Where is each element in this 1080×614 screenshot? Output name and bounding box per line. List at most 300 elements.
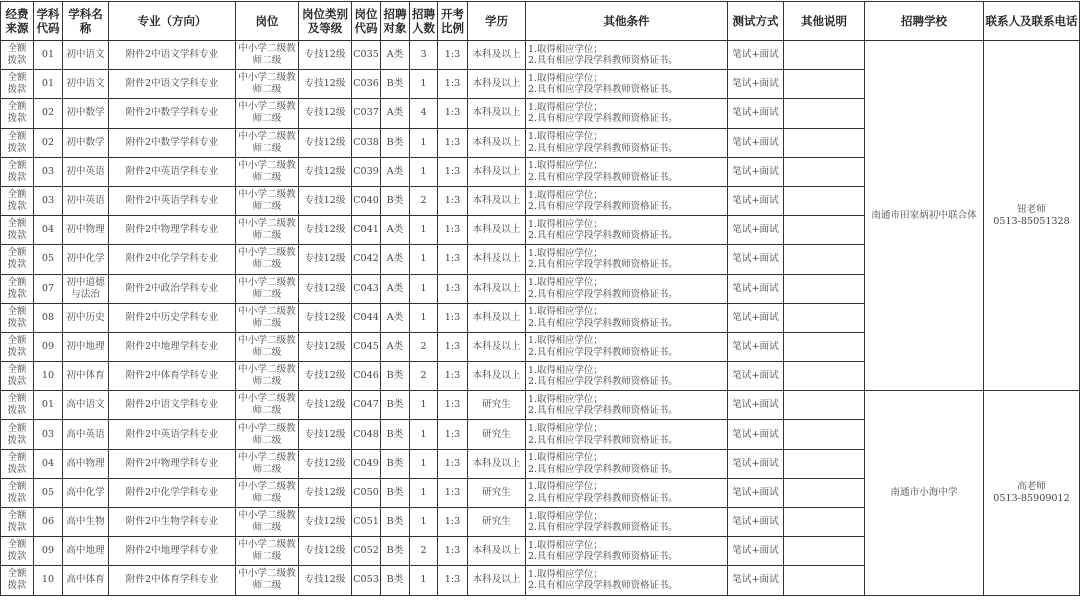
subject-name-cell [63,537,109,566]
other-conditions-cell-text: 2.具有相应学段学科教师资格证书。 [528,84,678,96]
major-cell [109,157,236,186]
education-cell [468,186,526,215]
funding-source-cell [1,216,34,245]
major-cell [109,537,236,566]
test-method-cell-text: 笔试+面试 [732,224,779,236]
major-cell [109,216,236,245]
header-label-line1: 联系人及联系电话 [985,14,1078,28]
other-conditions-cell-text: 2.具有相应学段学科教师资格证书。 [528,288,678,300]
exam-ratio-cell [438,449,468,478]
major-cell [109,41,236,70]
major-cell [109,274,236,303]
education-cell [468,478,526,507]
exam-ratio-cell-text: 1:3 [444,399,461,411]
position-cell [236,186,299,215]
position-cell-text: 师二级 [252,522,282,534]
funding-source-cell [1,420,34,449]
funding-source-cell [1,449,34,478]
position-code-cell [352,274,381,303]
position-grade-cell-text: 专技12级 [304,165,346,177]
major-cell-text: 附件2中地理学科专业 [125,545,219,557]
position-cell-text: 中小学二级教 [238,101,296,113]
recruit-count-cell [410,274,438,303]
recruit-count-cell-text: 1 [420,516,427,528]
exam-ratio-cell-text: 1:3 [444,311,461,323]
position-grade-cell-text: 专技12级 [304,399,346,411]
header-label-line1: 招聘学校 [901,14,947,28]
position-code-cell-text: C048 [353,428,379,440]
major-cell-text: 附件2中物理学科专业 [125,224,219,236]
exam-ratio-cell-text: 1:3 [444,224,461,236]
position-cell-text: 中小学二级教 [238,43,296,55]
subject-name-cell-text: 初中语文 [66,49,105,61]
position-code-cell [352,128,381,157]
exam-ratio-cell-text: 1:3 [444,340,461,352]
exam-ratio-cell [438,391,468,420]
funding-source-cell [1,274,34,303]
position-code-cell [352,186,381,215]
funding-source-cell-text: 全额 [7,159,27,171]
position-cell [236,566,299,595]
subject-name-cell [63,186,109,215]
test-method-cell [728,128,784,157]
other-conditions-cell-text: 2.具有相应学段学科教师资格证书。 [528,463,678,475]
exam-ratio-cell-text: 1:3 [444,370,461,382]
header-label-line1: 招聘 [412,7,435,21]
subject-code-cell-text: 08 [41,311,55,323]
position-grade-cell [299,70,352,99]
position-grade-cell [299,157,352,186]
major-cell-text: 附件2中历史学科专业 [125,311,219,323]
position-code-cell [352,537,381,566]
subject-name-cell-text: 初中语文 [66,78,105,90]
other-notes-cell [784,449,865,478]
position-cell-text: 师二级 [252,142,282,154]
other-notes-cell [784,508,865,537]
test-method-cell [728,216,784,245]
header-recruit-target [381,2,410,41]
recruit-target-cell-text: B类 [386,486,404,498]
subject-code-cell-text: 01 [41,78,55,90]
test-method-cell [728,537,784,566]
other-conditions-cell-text: 1.取得相应学位； [528,131,603,143]
contact-cell-text: 0513-85909012 [993,492,1070,504]
school-cell [865,41,984,391]
position-grade-cell [299,478,352,507]
recruit-count-cell-text: 2 [420,195,427,207]
contact-cell [984,41,1080,391]
recruit-target-cell-text: B类 [386,457,404,469]
recruit-count-cell-text: 3 [420,49,427,61]
position-cell-text: 中小学二级教 [238,130,296,142]
position-cell-text: 师二级 [252,55,282,67]
test-method-cell-text: 笔试+面试 [732,78,779,90]
contact-cell-text: 钮老师 [1017,203,1046,215]
position-code-cell-text: C053 [353,574,379,586]
header-education [468,2,526,41]
header-label-line1: 测试方式 [732,14,779,28]
subject-name-cell-text: 初中数学 [66,136,105,148]
header-label-line2: 人数 [412,21,435,35]
exam-ratio-cell-text: 1:3 [444,486,461,498]
other-notes-cell [784,362,865,391]
funding-source-cell-text: 拨款 [7,492,27,504]
header-label-line2: 来源 [5,21,29,35]
test-method-cell [728,566,784,595]
funding-source-cell [1,245,34,274]
other-conditions-cell-text: 2.具有相应学段学科教师资格证书。 [528,317,678,329]
header-label-line1: 经费 [5,7,29,21]
education-cell [468,449,526,478]
header-funding-source [1,2,34,41]
subject-name-cell-text: 初中历史 [66,311,105,323]
recruit-count-cell [410,566,438,595]
position-code-cell [352,420,381,449]
other-conditions-cell-text: 1.取得相应学位； [528,393,603,405]
position-cell [236,332,299,361]
position-grade-cell [299,186,352,215]
major-cell [109,332,236,361]
other-conditions-cell [526,70,728,99]
exam-ratio-cell [438,508,468,537]
header-label-line1: 学科名 [68,7,103,21]
test-method-cell [728,41,784,70]
major-cell [109,362,236,391]
position-grade-cell-text: 专技12级 [304,195,346,207]
header-label-line2: 代码 [36,21,60,35]
test-method-cell [728,70,784,99]
other-conditions-cell-text: 1.取得相应学位； [528,101,603,113]
test-method-cell-text: 笔试+面试 [732,486,779,498]
funding-source-cell [1,332,34,361]
exam-ratio-cell [438,186,468,215]
funding-source-cell-text: 全额 [7,43,27,55]
position-cell-text: 中小学二级教 [238,422,296,434]
test-method-cell-text: 笔试+面试 [732,340,779,352]
subject-name-cell [63,332,109,361]
recruit-count-cell [410,99,438,128]
other-conditions-cell [526,478,728,507]
subject-name-cell [63,362,109,391]
subject-code-cell [34,332,63,361]
test-method-cell [728,274,784,303]
major-cell-text: 附件2中英语学科专业 [125,195,219,207]
position-code-cell-text: C045 [353,340,379,352]
exam-ratio-cell [438,245,468,274]
header-school [865,2,984,41]
other-conditions-cell-text: 1.取得相应学位； [528,481,603,493]
recruit-target-cell-text: B类 [386,370,404,382]
funding-source-cell-text: 全额 [7,422,27,434]
position-cell-text: 中小学二级教 [238,334,296,346]
test-method-cell [728,303,784,332]
recruit-target-cell [381,362,410,391]
subject-code-cell [34,186,63,215]
education-cell-text: 研究生 [482,516,511,528]
other-notes-cell [784,537,865,566]
school-cell-text: 南通市田家炳初中联合体 [871,209,977,221]
recruit-target-cell [381,157,410,186]
position-grade-cell [299,128,352,157]
funding-source-cell [1,508,34,537]
other-conditions-cell [526,245,728,274]
other-notes-cell [784,303,865,332]
education-cell-text: 研究生 [482,428,511,440]
header-major [109,2,236,41]
recruit-target-cell [381,537,410,566]
position-code-cell [352,391,381,420]
recruit-count-cell-text: 1 [420,165,427,177]
other-conditions-cell-text: 1.取得相应学位； [528,72,603,84]
major-cell [109,508,236,537]
test-method-cell-text: 笔试+面试 [732,165,779,177]
recruit-count-cell [410,303,438,332]
position-cell-text: 中小学二级教 [238,451,296,463]
other-conditions-cell-text: 2.具有相应学段学科教师资格证书。 [528,113,678,125]
recruit-count-cell-text: 1 [420,78,427,90]
header-label-line1: 学科 [36,7,60,21]
education-cell [468,566,526,595]
other-conditions-cell-text: 2.具有相应学段学科教师资格证书。 [528,492,678,504]
exam-ratio-cell-text: 1:3 [444,107,461,119]
recruit-count-cell [410,391,438,420]
funding-source-cell [1,566,34,595]
header-position [236,2,299,41]
position-code-cell-text: C047 [353,399,379,411]
position-grade-cell [299,274,352,303]
position-cell [236,420,299,449]
education-cell [468,245,526,274]
header-label-line1: 岗位 [255,14,279,28]
exam-ratio-cell-text: 1:3 [444,282,461,294]
position-cell [236,303,299,332]
funding-source-cell-text: 全额 [7,218,27,230]
header-label-line1: 开考 [441,7,464,21]
recruit-target-cell-text: B类 [386,545,404,557]
header-label-line1: 其他说明 [801,14,847,28]
position-grade-cell-text: 专技12级 [304,253,346,265]
education-cell-text: 本科及以上 [472,545,521,557]
recruit-target-cell [381,216,410,245]
recruit-target-cell-text: A类 [386,224,404,236]
position-code-cell-text: C039 [353,165,379,177]
header-label-line2: 代码 [354,21,378,35]
test-method-cell [728,186,784,215]
exam-ratio-cell [438,70,468,99]
position-code-cell-text: C050 [353,486,379,498]
subject-code-cell [34,449,63,478]
header-label-line2: 称 [79,21,92,35]
funding-source-cell [1,478,34,507]
position-grade-cell [299,303,352,332]
exam-ratio-cell [438,128,468,157]
exam-ratio-cell-text: 1:3 [444,78,461,90]
major-cell-text: 附件2中化学学科专业 [125,253,219,265]
header-exam-ratio [438,2,468,41]
other-conditions-cell [526,186,728,215]
test-method-cell-text: 笔试+面试 [732,516,779,528]
subject-code-cell-text: 02 [41,107,55,119]
other-notes-cell [784,478,865,507]
subject-name-cell [63,274,109,303]
position-code-cell-text: C046 [353,370,379,382]
position-cell-text: 中小学二级教 [238,393,296,405]
subject-name-cell-text: 高中生物 [66,516,105,528]
other-conditions-cell-text: 1.取得相应学位； [528,247,603,259]
position-cell-text: 中小学二级教 [238,480,296,492]
recruit-target-cell [381,303,410,332]
test-method-cell-text: 笔试+面试 [732,107,779,119]
position-cell-text: 师二级 [252,288,282,300]
major-cell [109,420,236,449]
test-method-cell-text: 笔试+面试 [732,253,779,265]
funding-source-cell-text: 拨款 [7,522,27,534]
recruit-target-cell-text: A类 [386,49,404,61]
test-method-cell-text: 笔试+面试 [732,545,779,557]
test-method-cell [728,332,784,361]
education-cell-text: 本科及以上 [472,370,521,382]
other-conditions-cell-text: 2.具有相应学段学科教师资格证书。 [528,434,678,446]
major-cell [109,478,236,507]
recruit-target-cell-text: B类 [386,195,404,207]
funding-source-cell [1,362,34,391]
position-grade-cell-text: 专技12级 [304,136,346,148]
subject-code-cell [34,41,63,70]
subject-code-cell-text: 05 [41,486,55,498]
other-notes-cell [784,391,865,420]
subject-name-cell [63,303,109,332]
subject-code-cell [34,303,63,332]
funding-source-cell-text: 全额 [7,393,27,405]
test-method-cell-text: 笔试+面试 [732,399,779,411]
position-code-cell [352,449,381,478]
position-code-cell [352,566,381,595]
position-cell [236,391,299,420]
position-cell-text: 中小学二级教 [238,305,296,317]
recruit-count-cell-text: 1 [420,486,427,498]
major-cell [109,449,236,478]
recruit-target-cell [381,391,410,420]
position-code-cell-text: C051 [353,516,379,528]
other-conditions-cell-text: 2.具有相应学段学科教师资格证书。 [528,142,678,154]
position-code-cell-text: C040 [353,195,379,207]
major-cell [109,391,236,420]
other-notes-cell [784,128,865,157]
education-cell-text: 本科及以上 [472,282,521,294]
position-grade-cell [299,332,352,361]
header-label-line1: 其他条件 [603,14,650,28]
recruit-count-cell-text: 1 [420,399,427,411]
recruit-count-cell [410,420,438,449]
exam-ratio-cell [438,99,468,128]
subject-code-cell-text: 10 [41,370,55,382]
subject-name-cell [63,391,109,420]
exam-ratio-cell [438,537,468,566]
funding-source-cell [1,391,34,420]
position-cell-text: 中小学二级教 [238,539,296,551]
education-cell-text: 本科及以上 [472,224,521,236]
test-method-cell [728,478,784,507]
subject-code-cell-text: 05 [41,253,55,265]
position-grade-cell [299,41,352,70]
exam-ratio-cell [438,362,468,391]
subject-code-cell-text: 04 [41,457,55,469]
subject-code-cell [34,566,63,595]
position-grade-cell [299,216,352,245]
other-conditions-cell-text: 1.取得相应学位； [528,189,603,201]
position-cell [236,362,299,391]
position-cell [236,99,299,128]
subject-name-cell-text: 高中体育 [66,574,105,586]
other-conditions-cell-text: 1.取得相应学位； [528,335,603,347]
contact-cell-text: 0513-85051328 [993,215,1070,227]
major-cell [109,303,236,332]
other-conditions-cell-text: 2.具有相应学段学科教师资格证书。 [528,346,678,358]
position-code-cell [352,362,381,391]
recruit-target-cell-text: B类 [386,428,404,440]
recruit-target-cell [381,274,410,303]
position-cell [236,245,299,274]
other-conditions-cell-text: 1.取得相应学位； [528,277,603,289]
header-label-line2: 比例 [441,21,464,35]
funding-source-cell [1,128,34,157]
position-code-cell-text: C038 [353,136,379,148]
subject-code-cell-text: 01 [41,399,55,411]
other-conditions-cell [526,303,728,332]
subject-code-cell [34,274,63,303]
subject-code-cell [34,420,63,449]
subject-code-cell [34,70,63,99]
funding-source-cell [1,537,34,566]
recruit-target-cell-text: A类 [386,165,404,177]
subject-code-cell-text: 04 [41,224,55,236]
test-method-cell-text: 笔试+面试 [732,136,779,148]
major-cell [109,70,236,99]
major-cell-text: 附件2中数学学科专业 [125,107,219,119]
other-conditions-cell-text: 1.取得相应学位； [528,160,603,172]
test-method-cell-text: 笔试+面试 [732,428,779,440]
position-grade-cell [299,566,352,595]
other-conditions-cell [526,391,728,420]
funding-source-cell-text: 拨款 [7,113,27,125]
recruitment-table [0,1,1080,596]
other-conditions-cell-text: 2.具有相应学段学科教师资格证书。 [528,230,678,242]
subject-name-cell [63,70,109,99]
recruit-count-cell-text: 1 [420,282,427,294]
position-cell-text: 师二级 [252,434,282,446]
major-cell-text: 附件2中体育学科专业 [125,370,219,382]
test-method-cell [728,449,784,478]
education-cell [468,303,526,332]
position-code-cell [352,508,381,537]
position-grade-cell-text: 专技12级 [304,574,346,586]
funding-source-cell-text: 拨款 [7,171,27,183]
table-row [1,41,1080,70]
funding-source-cell-text: 全额 [7,364,27,376]
major-cell [109,566,236,595]
other-notes-cell [784,332,865,361]
contact-cell-text: 高老师 [1017,480,1046,492]
recruit-target-cell-text: A类 [386,311,404,323]
recruit-target-cell-text: A类 [386,253,404,265]
exam-ratio-cell-text: 1:3 [444,195,461,207]
education-cell [468,508,526,537]
position-cell-text: 中小学二级教 [238,159,296,171]
test-method-cell-text: 笔试+面试 [732,370,779,382]
education-cell-text: 本科及以上 [472,78,521,90]
test-method-cell-text: 笔试+面试 [732,311,779,323]
header-subject-code [34,2,63,41]
